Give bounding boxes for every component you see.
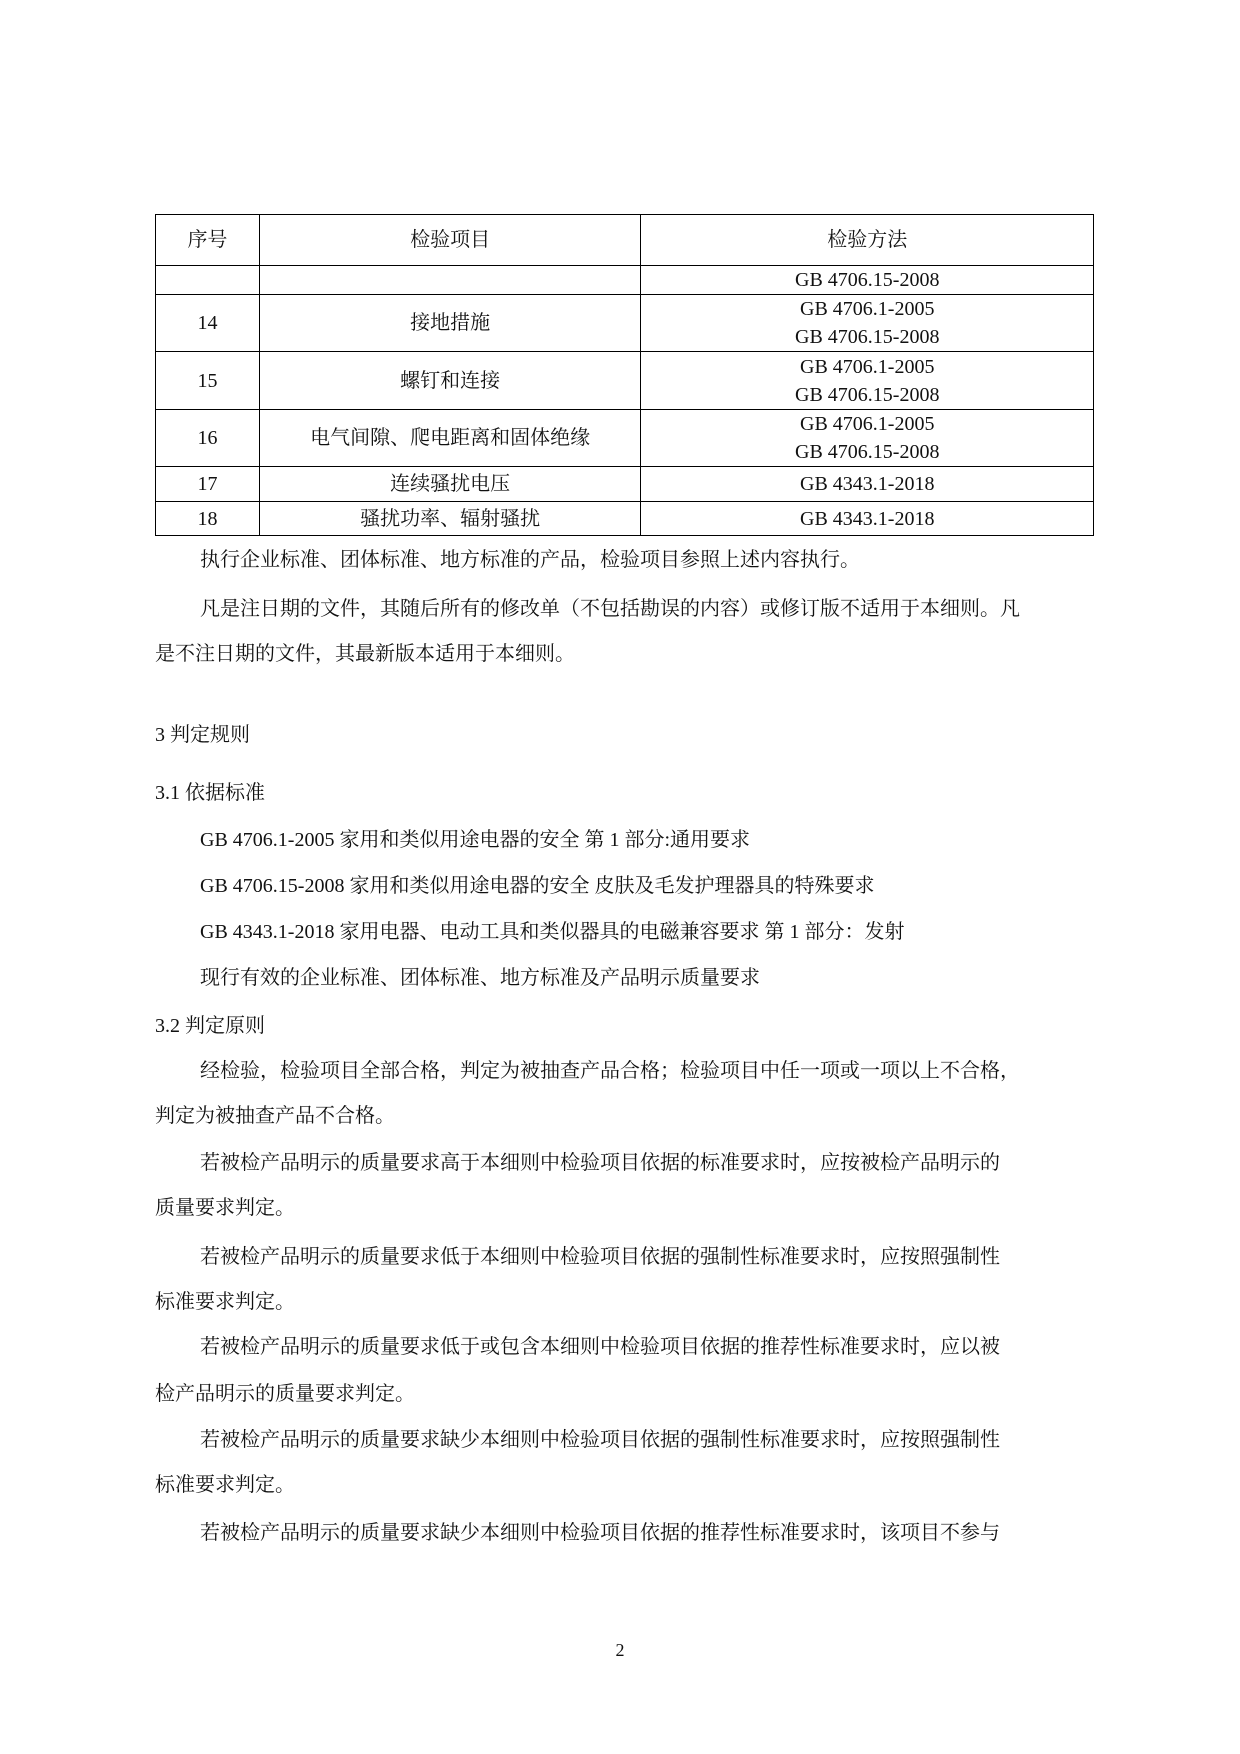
row-item: 螺钉和连接 xyxy=(259,352,641,410)
body-text: 经检验，检验项目全部合格，判定为被抽查产品合格；检验项目中任一项或一项以上不合格， xyxy=(200,1060,1020,1082)
row-method xyxy=(641,502,1094,536)
body-text: 执行企业标准、团体标准、地方标准的产品，检验项目参照上述内容执行。 xyxy=(200,549,860,571)
method-line: GB 4706.15-2008 xyxy=(795,269,940,291)
table-row xyxy=(156,410,1094,467)
row-item: 电气间隙、爬电距离和固体绝缘 xyxy=(259,410,641,467)
method-line: GB 4706.1-2005 xyxy=(800,355,935,378)
row-method xyxy=(641,410,1094,467)
row-no xyxy=(156,266,260,295)
method-line: GB 4706.15-2008 xyxy=(795,383,940,406)
row-no: 14 xyxy=(156,295,260,352)
method-line: GB 4343.1-2018 xyxy=(800,473,935,495)
row-method xyxy=(641,295,1094,352)
body-text: 若被检产品明示的质量要求缺少本细则中检验项目依据的强制性标准要求时，应按照强制性 xyxy=(200,1429,1000,1451)
body-text: 凡是注日期的文件，其随后所有的修改单（不包括勘误的内容）或修订版不适用于本细则。凡 xyxy=(200,598,1020,620)
row-no: 15 xyxy=(156,352,260,410)
row-no: 16 xyxy=(156,410,260,467)
row-no: 18 xyxy=(156,502,260,536)
body-text: 质量要求判定。 xyxy=(155,1197,295,1219)
body-text: 若被检产品明示的质量要求低于本细则中检验项目依据的强制性标准要求时，应按照强制性 xyxy=(200,1246,1000,1268)
header-no: 序号 xyxy=(156,215,260,266)
standard-item: 现行有效的企业标准、团体标准、地方标准及产品明示质量要求 xyxy=(200,967,760,989)
table-row xyxy=(156,502,1094,536)
row-item xyxy=(259,266,641,295)
body-text: 是不注日期的文件，其最新版本适用于本细则。 xyxy=(155,643,575,665)
method-line: GB 4706.1-2005 xyxy=(800,413,935,435)
table-row xyxy=(156,467,1094,502)
subsection-heading: 3.2 判定原则 xyxy=(155,1015,265,1037)
body-text: 标准要求判定。 xyxy=(155,1474,295,1496)
standard-item: GB 4706.1-2005 家用和类似用途电器的安全 第 1 部分:通用要求 xyxy=(200,829,750,851)
header-method: 检验方法 xyxy=(641,215,1094,266)
subsection-heading: 3.1 依据标准 xyxy=(155,782,265,804)
row-no: 17 xyxy=(156,467,260,502)
body-text: 若被检产品明示的质量要求高于本细则中检验项目依据的标准要求时，应按被检产品明示的 xyxy=(200,1152,1000,1174)
section-heading: 3 判定规则 xyxy=(155,724,250,746)
row-method xyxy=(641,352,1094,410)
inspection-table xyxy=(155,214,1094,536)
body-text: 标准要求判定。 xyxy=(155,1291,295,1313)
body-text: 检产品明示的质量要求判定。 xyxy=(155,1383,415,1405)
body-text: 若被检产品明示的质量要求缺少本细则中检验项目依据的推荐性标准要求时，该项目不参与 xyxy=(200,1522,1000,1544)
row-item: 骚扰功率、辐射骚扰 xyxy=(259,502,641,536)
standard-item: GB 4343.1-2018 家用电器、电动工具和类似器具的电磁兼容要求 第 1 部分：发射 xyxy=(200,921,905,943)
body-text: 判定为被抽查产品不合格。 xyxy=(155,1105,395,1127)
row-item: 连续骚扰电压 xyxy=(259,467,641,502)
row-item: 接地措施 xyxy=(259,295,641,352)
standard-item: GB 4706.15-2008 家用和类似用途电器的安全 皮肤及毛发护理器具的特殊要求 xyxy=(200,875,875,897)
row-method xyxy=(641,266,1094,295)
method-line: GB 4343.1-2018 xyxy=(800,507,935,530)
method-line: GB 4706.15-2008 xyxy=(795,326,940,348)
table-row xyxy=(156,266,1094,295)
table-header-row xyxy=(156,215,1094,266)
body-text: 若被检产品明示的质量要求低于或包含本细则中检验项目依据的推荐性标准要求时，应以被 xyxy=(200,1336,1000,1358)
table-row xyxy=(156,352,1094,410)
method-line: GB 4706.15-2008 xyxy=(795,441,940,463)
page-number: 2 xyxy=(615,1640,625,1660)
header-item: 检验项目 xyxy=(259,215,641,266)
table-row xyxy=(156,295,1094,352)
method-line: GB 4706.1-2005 xyxy=(800,298,935,320)
row-method xyxy=(641,467,1094,502)
